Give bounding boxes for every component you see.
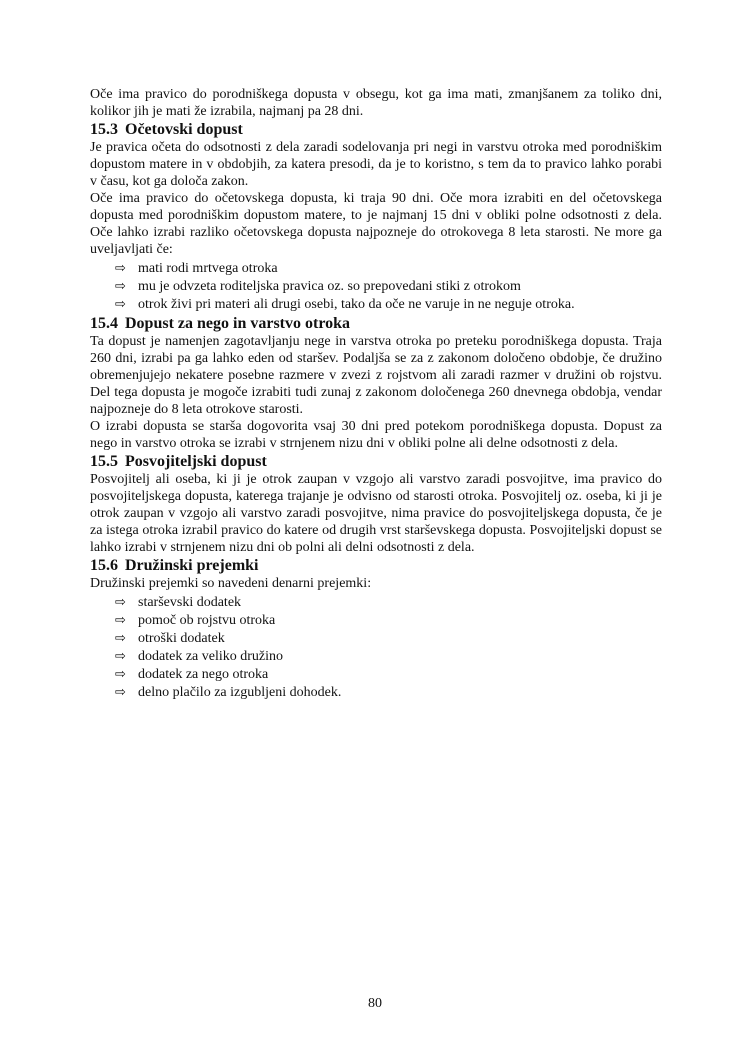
section-paragraph: Družinski prejemki so navedeni denarni prejemki: [90,576,372,591]
bullet-text: otroški dodatek [138,631,225,646]
arrow-bullet-icon: ⇨ [115,297,126,312]
section-number: 15.3 [90,121,118,138]
bullet-text: mati rodi mrtvega otroka [138,261,278,276]
arrow-bullet-icon: ⇨ [115,613,126,628]
arrow-bullet-icon: ⇨ [115,631,126,646]
bullet-item [115,278,662,296]
bullet-item [115,594,662,612]
arrow-bullet-icon: ⇨ [115,261,126,276]
section-heading-15-3 [90,120,662,139]
bullet-item [115,684,662,702]
arrow-bullet-icon: ⇨ [115,685,126,700]
section-heading-15-4 [90,314,662,333]
bullet-item [115,612,662,630]
arrow-bullet-icon: ⇨ [115,667,126,682]
section-paragraph: Ta dopust je namenjen zagotavljanju nege in varstva otroka po preteku porodniškega dopusta. Traja 260 dni, izrabi pa ga lahko eden od staršev. Podaljša se za z zakonom določeno obdobje, če družino obremenjujejo nekatere posebne razmere v zvezi z rojstvom ali zaradi razmer v družini ob rojstvu. Del tega dopusta je mogoče izrabiti tudi zunaj z zakonom določenega 260 dnevnega obdobja, vendar najpozneje do 8 leta otrokove starosti. [90,334,662,417]
bullet-text: otrok živi pri materi ali drugi osebi, tako da oče ne varuje in ne neguje otroka. [138,297,575,312]
section-number: 15.4 [90,315,118,332]
bullet-list [90,260,662,314]
bullet-item [115,260,662,278]
intro-paragraph: Oče ima pravico do porodniškega dopusta v obsegu, kot ga ima mati, zmanjšanem za toliko dni, kolikor jih je mati že izrabila, najmanj pa 28 dni. [90,87,662,119]
section-title: Družinski prejemki [125,557,259,574]
arrow-bullet-icon: ⇨ [115,649,126,664]
section-heading-15-5 [90,452,662,471]
bullet-list [90,594,662,702]
bullet-item [115,666,662,684]
section-paragraph: Posvojitelj ali oseba, ki ji je otrok zaupan v vzgojo ali varstvo zaradi posvojitve, ima pravico do posvojiteljskega dopusta, katerega trajanje je odvisno od starosti otroka. Posvojitelj oz. oseba, ki ji je otrok zaupan v vzgojo ali varstvo zaradi posvojitve, nima pravice do posvojiteljskega dopusta, če je za istega otroka izrabil pravico do katere od drugih vrst starševskega dopusta. Posvojiteljski dopust se lahko izrabi v strnjenem nizu dni ob polni ali delni odsotnosti z dela. [90,472,662,555]
arrow-bullet-icon: ⇨ [115,279,126,294]
section-title: Dopust za nego in varstvo otroka [125,315,351,332]
section-title: Očetovski dopust [125,121,243,138]
bullet-text: starševski dodatek [138,595,242,610]
section-title: Posvojiteljski dopust [125,453,267,470]
bullet-item [115,648,662,666]
bullet-text: pomoč ob rojstvu otroka [138,613,276,628]
bullet-text: dodatek za veliko družino [138,649,284,664]
page-content [90,86,662,702]
section-number: 15.6 [90,557,118,574]
bullet-item [115,630,662,648]
bullet-text: dodatek za nego otroka [138,667,269,682]
section-paragraph: Je pravica očeta do odsotnosti z dela zaradi sodelovanja pri negi in varstvu otroka med porodniškim dopustom matere in v obdobjih, za katera presodi, da je to koristno, s tem da to pravico lahko porabi v času, kot ga določa zakon. [90,140,662,189]
bullet-item [115,296,662,314]
arrow-bullet-icon: ⇨ [115,595,126,610]
section-paragraph: Oče ima pravico do očetovskega dopusta, ki traja 90 dni. Oče mora izrabiti en del očetovskega dopusta med porodniškim dopustom matere, to je najmanj 15 dni v obliki polne odsotnosti z dela. Oče lahko izrabi razliko očetovskega dopusta najpozneje do otrokovega 8 leta starosti. Ne more ga uveljavljati če: [90,191,662,257]
section-number: 15.5 [90,453,118,470]
bullet-text: delno plačilo za izgubljeni dohodek. [138,685,342,700]
section-paragraph: O izrabi dopusta se starša dogovorita vsaj 30 dni pred potekom porodniškega dopusta. Dopust za nego in varstvo otroka se izrabi v strnjenem nizu dni v obliki polne ali delne odsotnosti z dela. [90,419,662,451]
page-number: 80 [368,996,382,1011]
section-heading-15-6 [90,556,662,575]
bullet-text: mu je odvzeta roditeljska pravica oz. so prepovedani stiki z otrokom [138,279,521,294]
